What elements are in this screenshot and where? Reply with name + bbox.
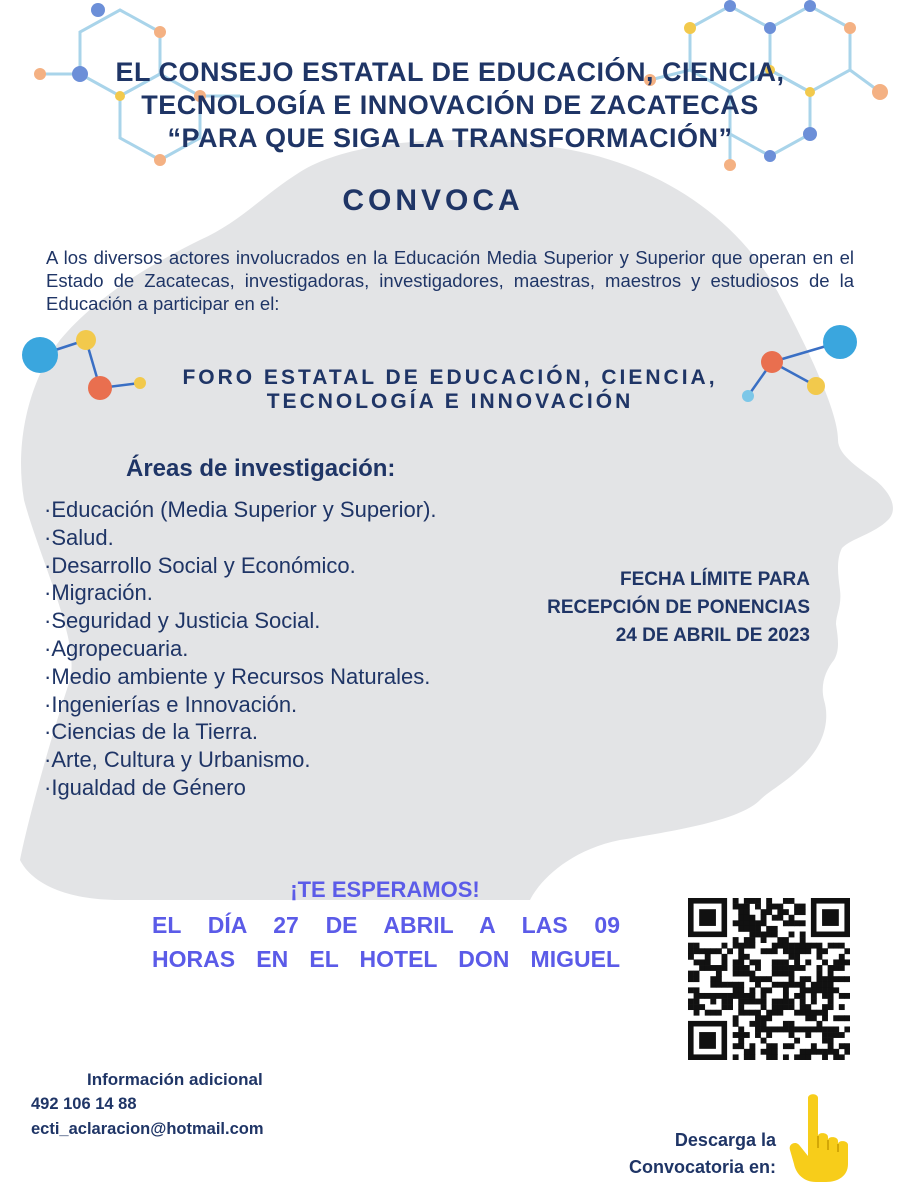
list-item: ·Medio ambiente y Recursos Naturales. [44, 663, 431, 689]
list-item: ·Migración. [44, 580, 153, 606]
research-areas-list [44, 496, 437, 802]
event-line-2: HORAS EN EL HOTEL DON MIGUEL [152, 946, 620, 972]
header-line-3: “PARA QUE SIGA LA TRANSFORMACIÓN” [167, 123, 733, 153]
list-item: ·Educación (Media Superior y Superior). [44, 497, 437, 522]
list-item: ·Seguridad y Justicia Social. [44, 608, 321, 634]
contact-title: Información adicional [87, 1070, 263, 1089]
header-line-1: EL CONSEJO ESTATAL DE EDUCACIÓN, CIENCIA, [115, 57, 785, 87]
list-item: ·Agropecuaria. [44, 635, 189, 661]
deadline-line-2: RECEPCIÓN DE PONENCIAS [547, 597, 810, 618]
forum-line-1: FORO ESTATAL DE EDUCACIÓN, CIENCIA, [182, 366, 718, 389]
deadline-block [460, 566, 810, 650]
list-item: ·Salud. [44, 524, 114, 550]
download-line-1: Descarga la [674, 1130, 776, 1150]
research-areas-title: Áreas de investigación: [126, 455, 396, 482]
download-text [560, 1127, 776, 1181]
contact-email[interactable]: ecti_aclaracion@hotmail.com [31, 1120, 264, 1138]
event-details [152, 908, 620, 976]
deadline-line-1: FECHA LÍMITE PARA [620, 569, 810, 590]
forum-title [90, 366, 810, 414]
council-header [20, 56, 880, 155]
convoca-title: CONVOCA [342, 184, 524, 217]
intro-paragraph: A los diversos actores involucrados en la Educación Media Superior y Superior que operan en el Estado de Zacatecas, investigadoras, investigadores, maestras, maestros y estudiosos de la Educación a participar en el: [46, 247, 854, 314]
list-item: ·Ciencias de la Tierra. [44, 719, 258, 745]
list-item: ·Igualdad de Género [44, 774, 246, 800]
forum-line-2: TECNOLOGÍA E INNOVACIÓN [266, 390, 634, 413]
qr-code-icon[interactable] [688, 898, 850, 1060]
list-item: ·Desarrollo Social y Económico. [44, 552, 356, 578]
list-item: ·Ingenierías e Innovación. [44, 691, 298, 717]
list-item: ·Arte, Cultura y Urbanismo. [44, 747, 311, 773]
contact-phone[interactable]: 492 106 14 88 [31, 1095, 137, 1113]
pointing-hand-icon [786, 1092, 858, 1184]
download-line-2: Convocatoria en: [628, 1157, 776, 1177]
deadline-date: 24 DE ABRIL DE 2023 [615, 625, 810, 646]
header-line-2: TECNOLOGÍA E INNOVACIÓN DE ZACATECAS [141, 90, 759, 120]
event-title: ¡TE ESPERAMOS! [290, 877, 480, 902]
event-line-1: EL DÍA 27 DE ABRIL A LAS 09 [152, 912, 620, 938]
